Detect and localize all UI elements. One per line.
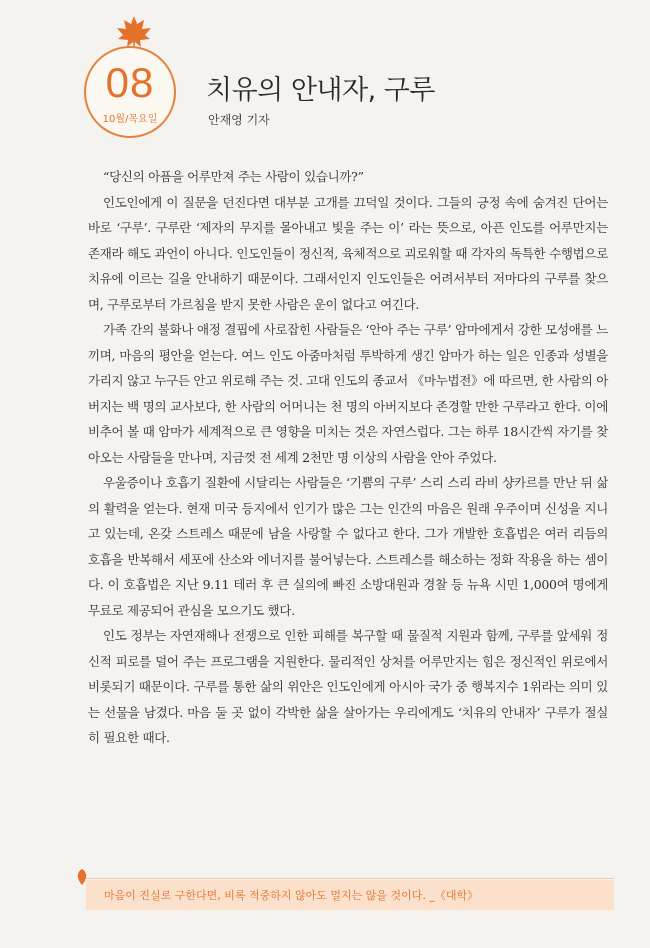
quote-bar xyxy=(86,880,614,910)
paragraph: 가족 간의 불화나 애정 결핍에 사로잡힌 사람들은 ‘안아 주는 구루’ 암마에게서 강한 모성애를 느끼며, 마음의 평안을 얻는다. 여느 인도 아줌마처럼 투박하게 생긴 암마가 하는 일은 인종과 성별을 가리지 않고 누구든 안고 위로해 주는 것. 고대 인도의 종교서 《마누법전》에 따르면, 한 사람의 아버지는 백 명의 교사보다, 한 사람의 어머니는 천 명의 아버지보다 존경할 만한 구루라고 한다. 이에 비추어 볼 때 암마가 세계적으로 큰 영향을 미치는 것은 자연스럽다. 그는 하루 18시간씩 자기를 찾아오는 사람들을 만나며, 지금껏 전 세계 2천만 명 이상의 사람을 안아 주었다. xyxy=(88,322,608,465)
footer-divider xyxy=(86,878,614,879)
article-number-badge xyxy=(84,46,176,138)
paragraph: 우울증이나 호흡기 질환에 시달리는 사람들은 ‘기쁨의 구루’ 스리 스리 라비 샹카르를 만난 뒤 삶의 활력을 얻는다. 현재 미국 등지에서 인기가 많은 그는 인간의 마음은 원래 우주이며 신성을 지니고 있는데, 온갖 스트레스 때문에 남을 사랑할 수 없다고 한다. 그가 개발한 호흡법은 여러 리듬의 호흡을 반복해서 세포에 산소와 에너지를 불어넣는다. 스트레스를 해소하는 정화 작용을 하는 셈이다. 이 호흡법은 지난 9.11 테러 후 큰 실의에 빠진 소방대원과 경찰 등 뉴욕 시민 1,000여 명에게 무료로 제공되어 관심을 모으기도 했다. xyxy=(88,475,608,618)
article-body xyxy=(88,164,608,751)
article-title: 치유의 안내자, 구루 xyxy=(206,75,435,106)
paragraph: “당신의 아픔을 어루만져 주는 사람이 있습니까?” xyxy=(103,169,364,184)
article-author: 안재영 기자 xyxy=(208,113,270,127)
article-date: 10월/목요일 xyxy=(102,114,158,125)
article-number: 08 xyxy=(105,59,155,106)
paragraph: 인도인에게 이 질문을 던진다면 대부분 고개를 끄덕일 것이다. 그들의 긍정 속에 숨겨진 단어는 바로 ‘구루’. 구루란 ‘제자의 무지를 몰아내고 빛을 주는 이’ 라는 뜻으로, 아픈 인도를 어루만지는 존재라 해도 과언이 아니다. 인도인들이 정신적, 육체적으로 괴로워할 때 각자의 독특한 수행법으로 치유에 이르는 길을 안내하기 때문이다. 그래서인지 인도인들은 어려서부터 저마다의 구루를 찾으며, 구루로부터 가르침을 받지 못한 사람은 운이 없다고 여긴다. xyxy=(88,194,608,312)
footer-quote: 마음이 진실로 구한다면, 비록 적중하지 않아도 멀지는 않을 것이다. _《대학》 xyxy=(104,889,479,902)
paragraph: 인도 정부는 자연재해나 전쟁으로 인한 피해를 복구할 때 물질적 지원과 함께, 구루를 앞세워 정신적 피로를 덜어 주는 프로그램을 지원한다. 물리적인 상처를 어루만지는 힘은 정신적인 위로에서 비롯되기 때문이다. 구루를 통한 삶의 위안은 인도인에게 아시아 국가 중 행복지수 1위라는 의미 있는 선물을 남겼다. 마음 둘 곳 없이 각박한 삶을 살아가는 우리에게도 ‘치유의 안내자’ 구루가 절실히 필요한 때다. xyxy=(88,628,608,745)
